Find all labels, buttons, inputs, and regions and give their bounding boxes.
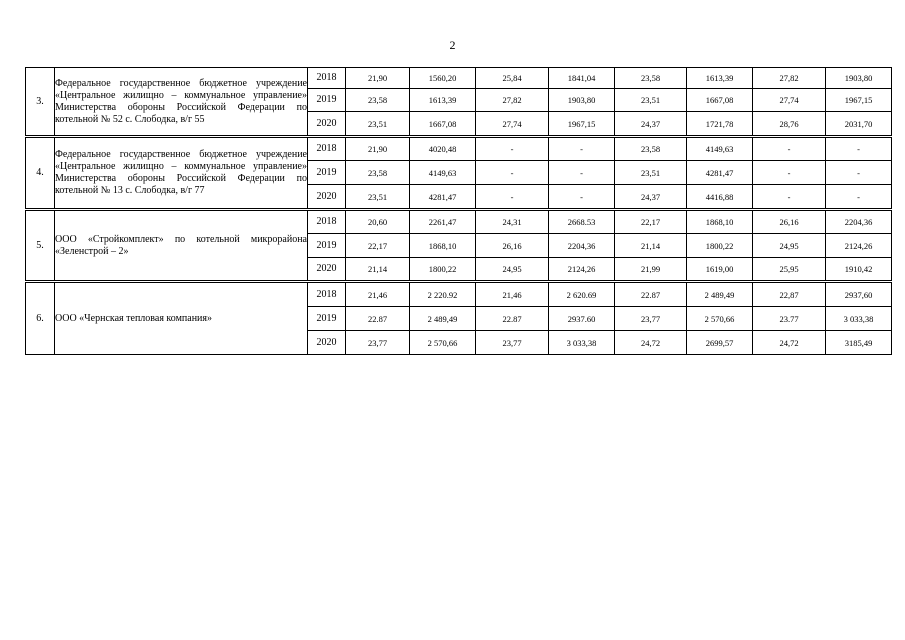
value-cell: - [476, 137, 549, 161]
table-row [26, 137, 892, 161]
value-cell: 21,46 [476, 282, 549, 307]
value-cell: - [476, 161, 549, 185]
value-cell: 3 033,38 [826, 307, 892, 331]
value-cell: 26,16 [476, 234, 549, 258]
value-cell: 1721,78 [687, 112, 753, 137]
value-cell: 2 570,66 [410, 331, 476, 355]
value-cell: 2204,36 [549, 234, 615, 258]
value-cell: 1667,08 [410, 112, 476, 137]
value-cell: 21,90 [346, 68, 410, 89]
year-cell: 2018 [308, 210, 346, 234]
value-cell: 24,37 [615, 185, 687, 210]
value-cell: 2937.60 [549, 307, 615, 331]
value-cell: 23,58 [346, 89, 410, 112]
value-cell: - [753, 161, 826, 185]
value-cell: 1967,15 [826, 89, 892, 112]
value-cell: 22,17 [346, 234, 410, 258]
value-cell: 20,60 [346, 210, 410, 234]
value-cell: - [549, 185, 615, 210]
value-cell: 27,82 [476, 89, 549, 112]
row-number: 5. [26, 210, 55, 282]
value-cell: 21,14 [346, 258, 410, 282]
value-cell: 2937,60 [826, 282, 892, 307]
value-cell: 22.87 [615, 282, 687, 307]
value-cell: 21,99 [615, 258, 687, 282]
value-cell: 22.87 [476, 307, 549, 331]
year-cell: 2018 [308, 68, 346, 89]
value-cell: - [549, 161, 615, 185]
value-cell: 1903,80 [549, 89, 615, 112]
value-cell: 23,58 [346, 161, 410, 185]
value-cell: 25,84 [476, 68, 549, 89]
value-cell: 27,82 [753, 68, 826, 89]
value-cell: 4020,48 [410, 137, 476, 161]
value-cell: 1903,80 [826, 68, 892, 89]
page-number: 2 [449, 38, 456, 52]
value-cell: 21,46 [346, 282, 410, 307]
value-cell: 1868,10 [687, 210, 753, 234]
year-cell: 2019 [308, 234, 346, 258]
row-number: 4. [26, 137, 55, 210]
value-cell: 24,95 [476, 258, 549, 282]
tariff-table-body [26, 68, 892, 355]
value-cell: 2 489,49 [687, 282, 753, 307]
value-cell: 22,87 [753, 282, 826, 307]
value-cell: 21,90 [346, 137, 410, 161]
value-cell: 2 489,49 [410, 307, 476, 331]
value-cell: 23.77 [753, 307, 826, 331]
row-number: 6. [26, 282, 55, 355]
value-cell: 2 220.92 [410, 282, 476, 307]
value-cell: 24,72 [615, 331, 687, 355]
value-cell: 1910,42 [826, 258, 892, 282]
value-cell: 24,31 [476, 210, 549, 234]
value-cell: 1667,08 [687, 89, 753, 112]
year-cell: 2018 [308, 137, 346, 161]
value-cell: 1619,00 [687, 258, 753, 282]
table-row [26, 282, 892, 307]
value-cell: 23,77 [346, 331, 410, 355]
organization-name: Федеральное государственное бюджетное учреждение «Центральное жилищно – коммунальное управление» Министерства обороны Российской Федерации по котельной № 13 с. Слободка, в/г 77 [55, 137, 308, 210]
value-cell: - [549, 137, 615, 161]
value-cell: 28,76 [753, 112, 826, 137]
value-cell: 2699,57 [687, 331, 753, 355]
value-cell: 25,95 [753, 258, 826, 282]
value-cell: - [753, 185, 826, 210]
value-cell: 4149,63 [687, 137, 753, 161]
value-cell: 4281,47 [410, 185, 476, 210]
value-cell: 22,17 [615, 210, 687, 234]
organization-name: ООО «Стройкомплект» по котельной микрорайона «Зеленстрой – 2» [55, 210, 308, 282]
value-cell: - [753, 137, 826, 161]
value-cell: - [826, 185, 892, 210]
value-cell: 3185,49 [826, 331, 892, 355]
value-cell: 3 033,38 [549, 331, 615, 355]
value-cell: 23,51 [346, 185, 410, 210]
year-cell: 2018 [308, 282, 346, 307]
year-cell: 2019 [308, 161, 346, 185]
value-cell: 2124,26 [549, 258, 615, 282]
organization-name: ООО «Чернская тепловая компания» [55, 282, 308, 355]
table-row [26, 68, 892, 89]
value-cell: - [826, 137, 892, 161]
value-cell: 23,51 [615, 161, 687, 185]
value-cell: 23,51 [615, 89, 687, 112]
value-cell: 1868,10 [410, 234, 476, 258]
value-cell: 2 570,66 [687, 307, 753, 331]
value-cell: 24,95 [753, 234, 826, 258]
year-cell: 2019 [308, 89, 346, 112]
value-cell: 23,77 [615, 307, 687, 331]
value-cell: 24,37 [615, 112, 687, 137]
value-cell: 4149,63 [410, 161, 476, 185]
value-cell: 2668.53 [549, 210, 615, 234]
value-cell: 27,74 [753, 89, 826, 112]
year-cell: 2020 [308, 112, 346, 137]
year-cell: 2020 [308, 185, 346, 210]
value-cell: 1841,04 [549, 68, 615, 89]
value-cell: 24,72 [753, 331, 826, 355]
value-cell: 2031,70 [826, 112, 892, 137]
value-cell: 23,58 [615, 137, 687, 161]
year-cell: 2020 [308, 331, 346, 355]
value-cell: 2204,36 [826, 210, 892, 234]
value-cell: 23,58 [615, 68, 687, 89]
value-cell: 4281,47 [687, 161, 753, 185]
value-cell: 2261,47 [410, 210, 476, 234]
value-cell: 2124,26 [826, 234, 892, 258]
value-cell: 23,51 [346, 112, 410, 137]
value-cell: 2 620.69 [549, 282, 615, 307]
value-cell: - [476, 185, 549, 210]
year-cell: 2020 [308, 258, 346, 282]
value-cell: 1800,22 [687, 234, 753, 258]
tariff-table [25, 67, 892, 355]
value-cell: 22.87 [346, 307, 410, 331]
value-cell: 1800,22 [410, 258, 476, 282]
year-cell: 2019 [308, 307, 346, 331]
table-row [26, 210, 892, 234]
value-cell: 27,74 [476, 112, 549, 137]
value-cell: 21,14 [615, 234, 687, 258]
value-cell: 1613,39 [410, 89, 476, 112]
value-cell: 1967,15 [549, 112, 615, 137]
value-cell: 1560,20 [410, 68, 476, 89]
organization-name: Федеральное государственное бюджетное учреждение «Центральное жилищно – коммунальное управление» Министерства обороны Российской Федерации по котельной № 52 с. Слободка, в/г 55 [55, 68, 308, 137]
value-cell: 26,16 [753, 210, 826, 234]
value-cell: 1613,39 [687, 68, 753, 89]
row-number: 3. [26, 68, 55, 137]
value-cell: - [826, 161, 892, 185]
value-cell: 23,77 [476, 331, 549, 355]
value-cell: 4416,88 [687, 185, 753, 210]
